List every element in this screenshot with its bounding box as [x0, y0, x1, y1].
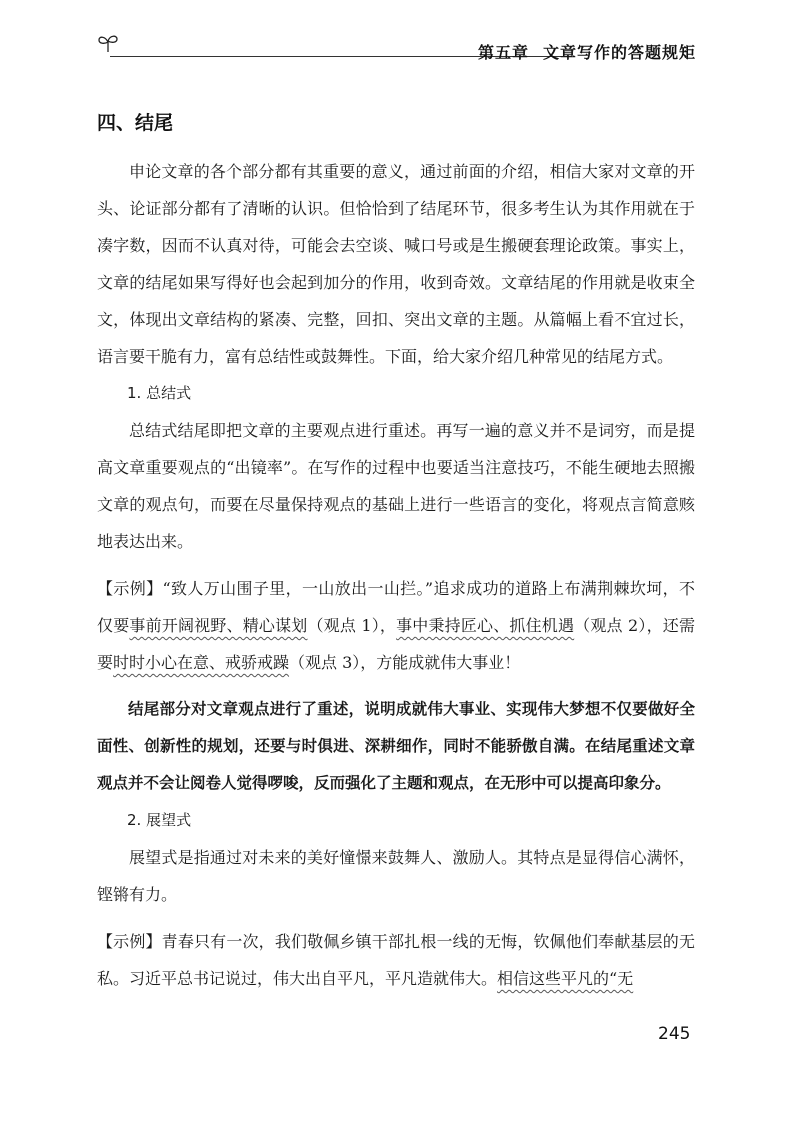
page-header [96, 28, 696, 68]
page-body [97, 108, 695, 997]
example-text: （观点 1）， [307, 616, 397, 635]
example-highlight: 事前开阔视野、精心谋划 [129, 616, 308, 635]
chapter-number: 第五章 [477, 43, 529, 62]
outlook-style-title: 2. 展望式 [127, 811, 192, 829]
outlook-style-body: 展望式是指通过对未来的美好憧憬来鼓舞人、激励人。其特点是显得信心满怀，铿锵有力。 [97, 848, 695, 904]
example-label: 【示例】 [97, 579, 163, 598]
summary-commentary: 结尾部分对文章观点进行了重述，说明成就伟大事业、实现伟大梦想不仅要做好全面性、创新性的规划，还要与时俱进、深耕细作，同时不能骄傲自满。在结尾重述文章观点并不会让阅卷人觉得啰唆，反而强化了主题和观点，在无形中可以提高印象分。 [97, 700, 695, 792]
example-text: 青春只有一次，我们敬佩乡镇干部扎根一线的无悔，钦佩他们奉献基层的无私。习近平总书记说过，伟大出自平凡，平凡造就伟大。 [97, 932, 695, 988]
example-highlight: 相信这些平凡的“无 [497, 969, 634, 988]
chapter-title: 文章写作的答题规矩 [542, 43, 696, 62]
page-number: 245 [658, 1024, 691, 1044]
intro-paragraph: 申论文章的各个部分都有其重要的意义，通过前面的介绍，相信大家对文章的开头、论证部分都有了清晰的认识。但恰恰到了结尾环节，很多考生认为其作用就在于凑字数，因而不认真对待，可能会去空谈、喊口号或是生搬硬套理论政策。事实上，文章的结尾如果写得好也会起到加分的作用，收到奇效。文章结尾的作用就是收束全文，体现出文章结构的紧凑、完整，回扣、突出文章的主题。从篇幅上看不宜过长，语言要干脆有力，富有总结性或鼓舞性。下面，给大家介绍几种常见的结尾方式。 [97, 162, 695, 366]
summary-style-title: 1. 总结式 [127, 384, 192, 402]
example-highlight: 事中秉持匠心、抓住机遇 [396, 616, 575, 635]
example-text: “致人万山围子里，一山放出一山拦。”追求成功的道路上布满荆棘坎坷，不仅要 [97, 579, 695, 635]
summary-example [97, 570, 695, 681]
summary-style-body: 总结式结尾即把文章的主要观点进行重述。再写一遍的意义并不是词穷，而是提高文章重要观点的“出镜率”。在写作的过程中也要适当注意技巧，不能生硬地去照搬文章的观点句，而要在尽量保持观点的基础上进行一些语言的变化，将观点言简意赅地表达出来。 [97, 421, 695, 551]
section-heading: 四、结尾 [97, 112, 174, 134]
outlook-example [97, 923, 695, 997]
example-highlight: 时时小心在意、戒骄戒躁 [113, 653, 290, 672]
example-text: （观点 2），还需要 [97, 616, 695, 672]
sprout-icon [96, 30, 120, 54]
example-text: （观点 3），方能成就伟大事业！ [289, 653, 521, 672]
example-label: 【示例】 [97, 932, 162, 951]
chapter-label [464, 40, 696, 63]
